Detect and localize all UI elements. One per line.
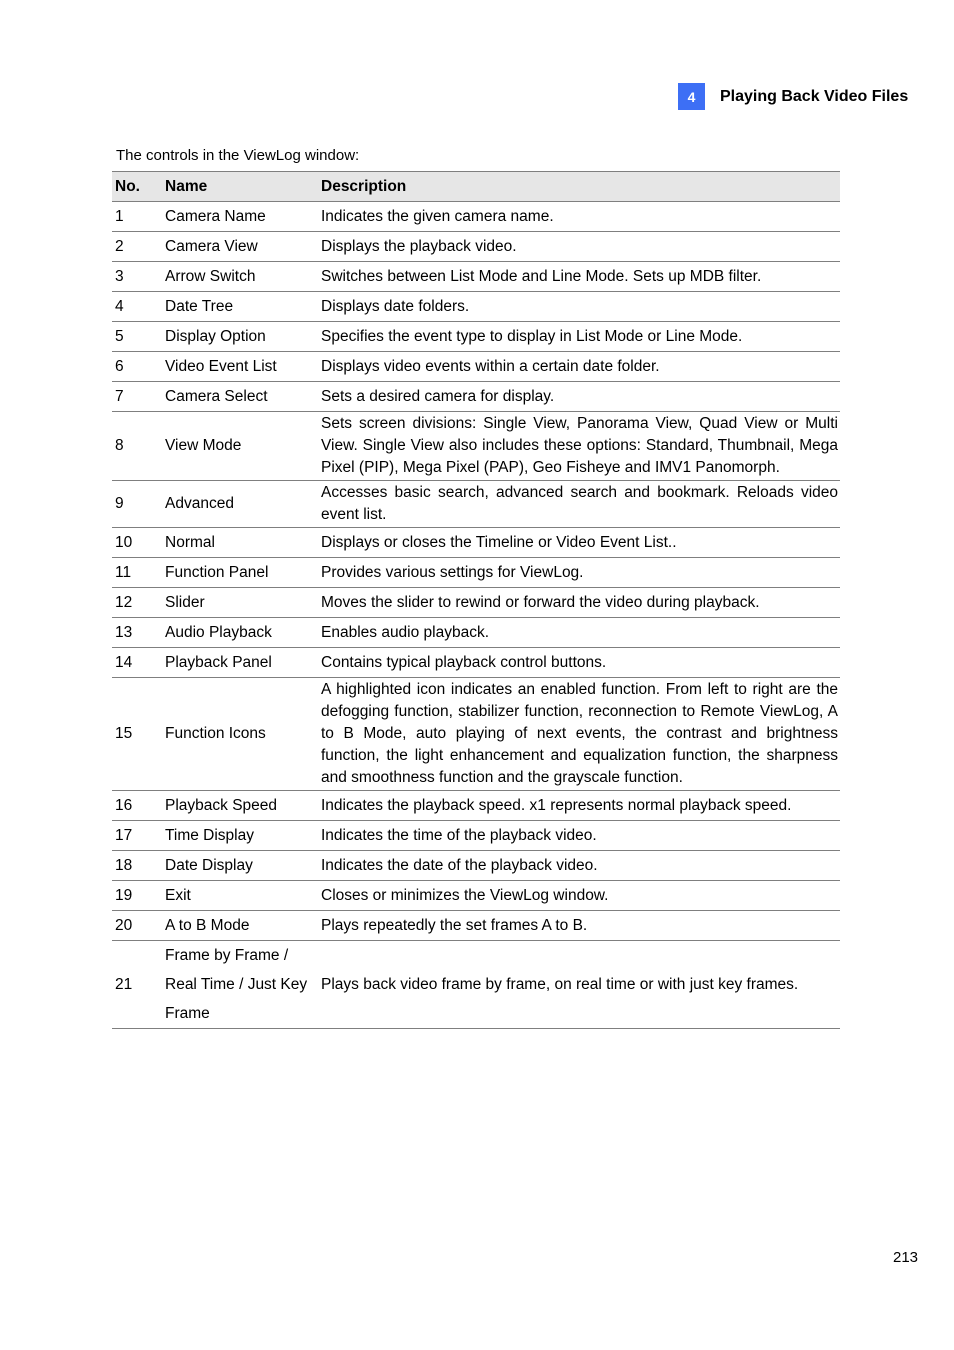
cell-description: Indicates the given camera name. [318, 202, 840, 232]
table-row [112, 941, 840, 1029]
table-row [112, 481, 840, 528]
cell-description: Accesses basic search, advanced search and bookmark. Reloads video event list. [318, 481, 840, 528]
cell-description: Plays repeatedly the set frames A to B. [318, 911, 840, 941]
cell-no: 10 [112, 528, 162, 558]
cell-description: Specifies the event type to display in List Mode or Line Mode. [318, 322, 840, 352]
cell-name: A to B Mode [162, 911, 318, 941]
cell-no: 7 [112, 382, 162, 412]
cell-name: Function Icons [162, 678, 318, 791]
page-number: 213 [893, 1249, 919, 1266]
chapter-title: Playing Back Video Files [720, 87, 909, 105]
column-header-description: Description [318, 172, 840, 202]
controls-table [112, 171, 840, 1029]
cell-description: Switches between List Mode and Line Mode. Sets up MDB filter. [318, 262, 840, 292]
table-header-row [112, 172, 840, 202]
cell-name-line: Real Time / Just Key [165, 976, 308, 993]
cell-description: Indicates the time of the playback video. [318, 821, 840, 851]
cell-description: Enables audio playback. [318, 618, 840, 648]
chapter-header [678, 83, 908, 110]
cell-description: Indicates the playback speed. x1 represents normal playback speed. [318, 791, 840, 821]
intro-text: The controls in the ViewLog window: [116, 147, 360, 164]
cell-description: Displays the playback video. [318, 232, 840, 262]
cell-no: 3 [112, 262, 162, 292]
table-row [112, 558, 840, 588]
cell-name: Date Tree [162, 292, 318, 322]
table-row [112, 588, 840, 618]
cell-description: Displays video events within a certain date folder. [318, 352, 840, 382]
cell-no: 15 [112, 678, 162, 791]
cell-no: 18 [112, 851, 162, 881]
cell-name: Camera Name [162, 202, 318, 232]
cell-name: Playback Speed [162, 791, 318, 821]
cell-no: 21 [112, 941, 162, 1029]
cell-name: Playback Panel [162, 648, 318, 678]
column-header-no: No. [112, 172, 162, 202]
table-row [112, 851, 840, 881]
cell-name: Advanced [162, 481, 318, 528]
cell-no: 16 [112, 791, 162, 821]
cell-description: Contains typical playback control buttons. [318, 648, 840, 678]
cell-no: 5 [112, 322, 162, 352]
cell-name: View Mode [162, 412, 318, 481]
cell-no: 4 [112, 292, 162, 322]
cell-no: 14 [112, 648, 162, 678]
cell-description: Indicates the date of the playback video. [318, 851, 840, 881]
cell-description: Sets a desired camera for display. [318, 382, 840, 412]
cell-name: Audio Playback [162, 618, 318, 648]
cell-description: Plays back video frame by frame, on real time or with just key frames. [318, 941, 840, 1029]
table-row [112, 618, 840, 648]
cell-name-line: Frame [165, 1005, 210, 1022]
table-row [112, 352, 840, 382]
cell-no: 20 [112, 911, 162, 941]
table-row [112, 322, 840, 352]
cell-name: Camera View [162, 232, 318, 262]
table-row [112, 911, 840, 941]
cell-name-line: Frame by Frame / [165, 947, 289, 964]
column-header-name: Name [162, 172, 318, 202]
cell-no: 12 [112, 588, 162, 618]
table-row [112, 678, 840, 791]
cell-no: 13 [112, 618, 162, 648]
cell-no: 8 [112, 412, 162, 481]
table-row [112, 791, 840, 821]
cell-name: Normal [162, 528, 318, 558]
cell-description: Displays or closes the Timeline or Video Event List.. [318, 528, 840, 558]
table-row [112, 528, 840, 558]
cell-name: Time Display [162, 821, 318, 851]
table-row [112, 881, 840, 911]
table-row [112, 202, 840, 232]
cell-description: Closes or minimizes the ViewLog window. [318, 881, 840, 911]
table-row [112, 382, 840, 412]
table-row [112, 412, 840, 481]
cell-no: 19 [112, 881, 162, 911]
table-row [112, 821, 840, 851]
cell-name: Exit [162, 881, 318, 911]
cell-name: Date Display [162, 851, 318, 881]
cell-name: Camera Select [162, 382, 318, 412]
table-row [112, 648, 840, 678]
cell-name: Display Option [162, 322, 318, 352]
cell-description: A highlighted icon indicates an enabled function. From left to right are the defogging function, stabilizer function, reconnection to Remote ViewLog, A to B Mode, auto playing of next events, the contrast and brightness function, the light enhancement and equalization function, the sharpness and smoothness function and the grayscale function. [318, 678, 840, 791]
cell-no: 6 [112, 352, 162, 382]
chapter-number-badge: 4 [678, 83, 705, 110]
cell-no: 2 [112, 232, 162, 262]
cell-name: Function Panel [162, 558, 318, 588]
cell-description: Displays date folders. [318, 292, 840, 322]
cell-description: Provides various settings for ViewLog. [318, 558, 840, 588]
cell-name: Video Event List [162, 352, 318, 382]
cell-description: Moves the slider to rewind or forward the video during playback. [318, 588, 840, 618]
table-row [112, 292, 840, 322]
table-row [112, 232, 840, 262]
cell-name: Slider [162, 588, 318, 618]
cell-no: 17 [112, 821, 162, 851]
cell-name [162, 941, 318, 1029]
table-row [112, 262, 840, 292]
cell-description: Sets screen divisions: Single View, Panorama View, Quad View or Multi View. Single View also includes these options: Standard, Thumbnail, Mega Pixel (PIP), Mega Pixel (PAP), Geo Fisheye and IMV1 Panomorph. [318, 412, 840, 481]
cell-no: 9 [112, 481, 162, 528]
cell-name: Arrow Switch [162, 262, 318, 292]
cell-no: 11 [112, 558, 162, 588]
cell-no: 1 [112, 202, 162, 232]
